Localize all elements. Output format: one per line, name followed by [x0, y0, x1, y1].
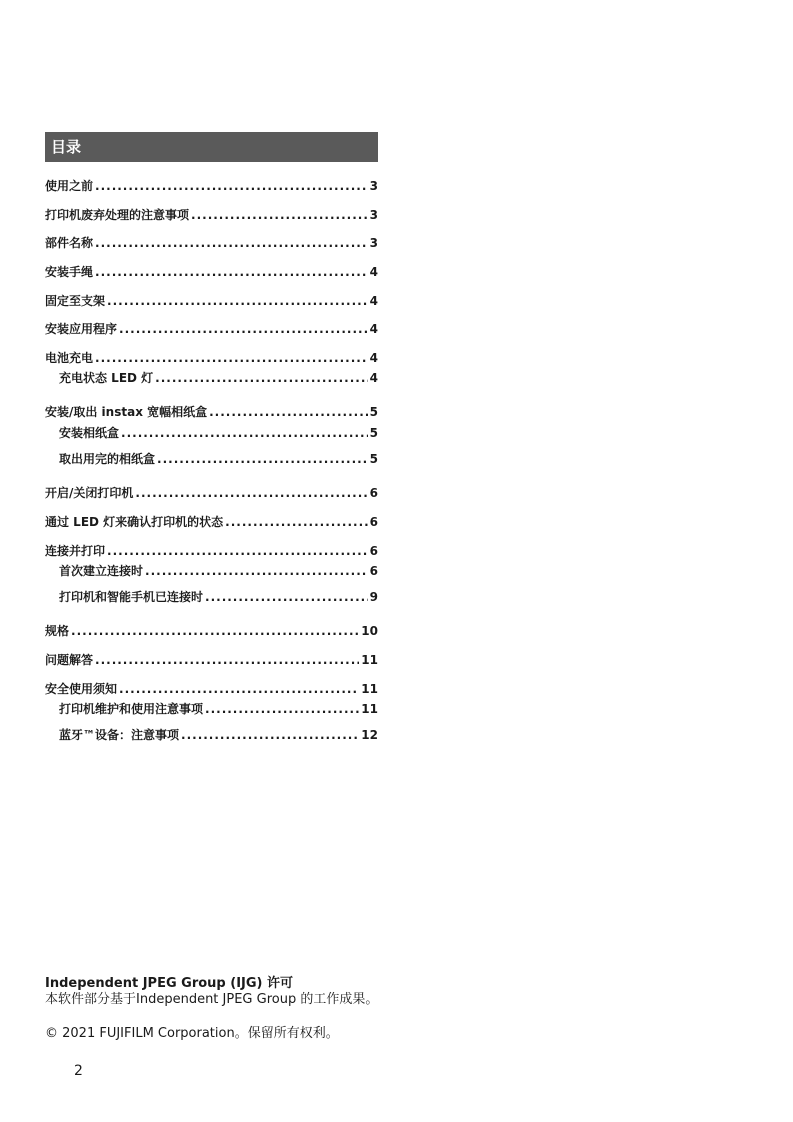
toc-entry-title: 电池充电	[45, 351, 94, 365]
toc-leader	[71, 623, 359, 639]
toc-entry-title: 安装/取出 instax 宽幅相纸盒	[45, 405, 208, 419]
toc-entry-maintenance[interactable]	[59, 701, 378, 717]
toc-entry-page: 3	[369, 208, 378, 222]
toc-entry-title: 打印机和智能手机已连接时	[59, 590, 204, 604]
toc-entry-page: 6	[369, 544, 378, 558]
toc-entry-power[interactable]	[45, 485, 378, 501]
toc-entry-connected[interactable]	[59, 589, 378, 605]
toc-heading: 目录	[45, 132, 378, 162]
license-body: 本软件部分基于Independent JPEG Group 的工作成果。	[45, 992, 379, 1007]
toc-entry-page: 4	[369, 322, 378, 336]
toc-entry-page: 3	[369, 179, 378, 193]
toc-entry-page: 11	[361, 702, 378, 716]
toc-leader	[95, 350, 368, 366]
toc-entry-title: 打印机废弃处理的注意事项	[45, 208, 190, 222]
toc-entry-first-connect[interactable]	[59, 563, 378, 579]
toc-leader	[95, 264, 368, 280]
toc-entry-page: 11	[361, 653, 378, 667]
toc-entry-title: 规格	[45, 624, 70, 638]
toc-entry-title: 取出用完的相纸盒	[59, 452, 156, 466]
toc-leader	[121, 425, 368, 441]
toc-entry-page: 9	[369, 590, 378, 604]
toc-entry-parts[interactable]	[45, 235, 378, 251]
toc-entry-page: 11	[361, 682, 378, 696]
toc-leader	[145, 563, 368, 579]
toc-entry-page: 4	[369, 294, 378, 308]
toc-entry-title: 首次建立连接时	[59, 564, 144, 578]
toc-entry-title: 安全使用须知	[45, 682, 118, 696]
toc-entry-title: 开启/关闭打印机	[45, 486, 134, 500]
toc-entry-led-status[interactable]	[45, 514, 378, 530]
page-number: 2	[74, 1063, 83, 1079]
toc-leader	[107, 293, 368, 309]
toc-entry-connect-print[interactable]	[45, 543, 378, 559]
toc-entry-page: 4	[369, 371, 378, 385]
toc-entry-title: 安装手绳	[45, 265, 94, 279]
copyright-notice: © 2021 FUJIFILM Corporation。保留所有权利。	[45, 1026, 339, 1041]
toc-entry-remove-pack[interactable]	[59, 451, 378, 467]
toc-entry-title: 安装应用程序	[45, 322, 118, 336]
toc-entry-page: 6	[369, 564, 378, 578]
toc-leader	[135, 485, 367, 501]
toc-entry-bluetooth[interactable]	[59, 727, 378, 743]
toc-leader	[119, 321, 368, 337]
toc-entry-title: 通过 LED 灯来确认打印机的状态	[45, 515, 224, 529]
toc-entry-page: 5	[369, 452, 378, 466]
toc-entry-strap[interactable]	[45, 264, 378, 280]
toc-entry-title: 固定至支架	[45, 294, 106, 308]
toc-entry-safety[interactable]	[45, 681, 378, 697]
toc-entry-charge-led[interactable]	[59, 370, 378, 386]
toc-entry-page: 4	[369, 351, 378, 365]
toc-entry-film-pack[interactable]	[45, 404, 378, 420]
toc-entry-page: 5	[369, 405, 378, 419]
toc-entry-title: 使用之前	[45, 179, 94, 193]
toc-leader	[95, 652, 359, 668]
toc-entry-troubleshooting[interactable]	[45, 652, 378, 668]
toc-entry-title: 打印机维护和使用注意事项	[59, 702, 204, 716]
toc-leader	[95, 235, 368, 251]
toc-entry-stand[interactable]	[45, 293, 378, 309]
toc-entry-app[interactable]	[45, 321, 378, 337]
toc-entry-charging[interactable]	[45, 350, 378, 366]
toc-entry-title: 连接并打印	[45, 544, 106, 558]
toc-entry-title: 安装相纸盒	[59, 426, 120, 440]
toc-leader	[107, 543, 368, 559]
toc-entry-before-use[interactable]	[45, 178, 378, 194]
toc-leader	[205, 701, 359, 717]
toc-leader	[209, 404, 368, 420]
toc-entry-page: 5	[369, 426, 378, 440]
toc-leader	[191, 207, 368, 223]
toc-entry-title: 部件名称	[45, 236, 94, 250]
license-title: Independent JPEG Group (IJG) 许可	[45, 976, 294, 991]
toc-leader	[155, 370, 367, 386]
toc-entry-page: 4	[369, 265, 378, 279]
toc-entry-disposal[interactable]	[45, 207, 378, 223]
toc-entry-title: 问题解答	[45, 653, 94, 667]
toc-entry-title: 充电状态 LED 灯	[59, 371, 154, 385]
toc-entry-title: 蓝牙™设备：注意事项	[59, 728, 180, 742]
toc-leader	[119, 681, 359, 697]
toc-entry-page: 12	[361, 728, 378, 742]
toc-leader	[225, 514, 367, 530]
toc-entry-page: 6	[369, 515, 378, 529]
toc-entry-page: 10	[361, 624, 378, 638]
toc-leader	[205, 589, 368, 605]
toc-leader	[95, 178, 368, 194]
toc-entry-insert-pack[interactable]	[59, 425, 378, 441]
toc-entry-specs[interactable]	[45, 623, 378, 639]
toc-entry-page: 3	[369, 236, 378, 250]
toc-entry-page: 6	[369, 486, 378, 500]
toc-leader	[157, 451, 368, 467]
toc-leader	[181, 727, 359, 743]
